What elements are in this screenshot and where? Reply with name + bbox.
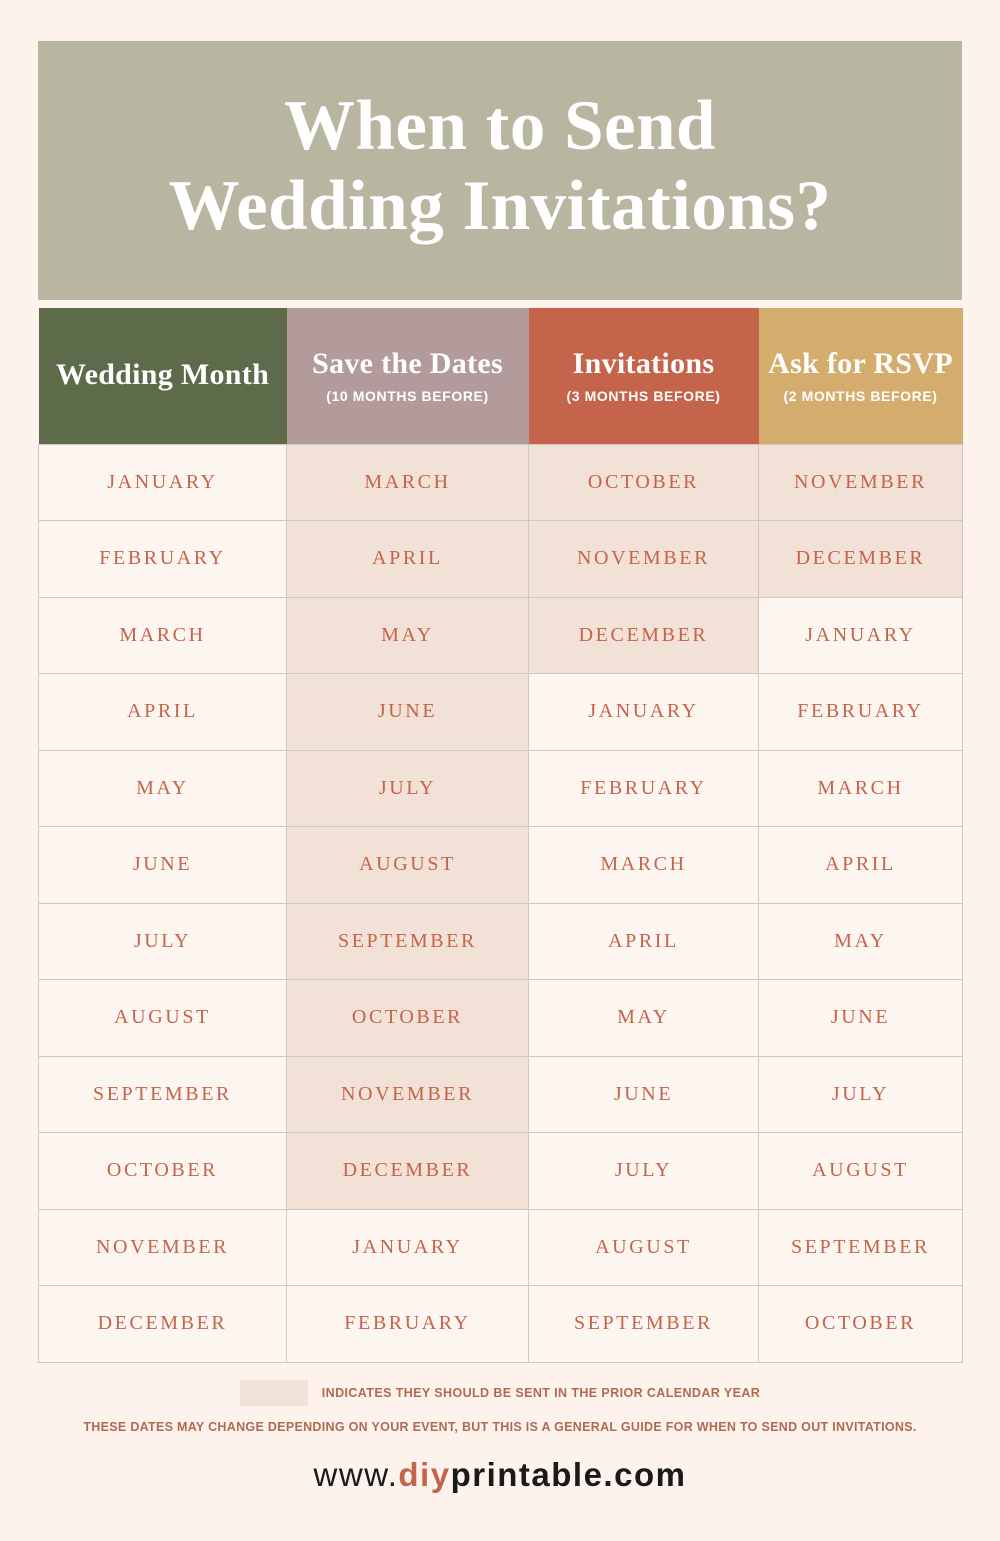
- column-header-invitations-sub: (3 MONTHS BEFORE): [566, 388, 721, 405]
- cell-ask-for-rsvp: AUGUST: [759, 1133, 963, 1210]
- legend: [38, 1380, 962, 1406]
- cell-save-the-dates: SEPTEMBER: [287, 903, 529, 980]
- infographic-page: [0, 41, 1000, 1541]
- cell-wedding-month: MAY: [39, 750, 287, 827]
- footer-note: THESE DATES MAY CHANGE DEPENDING ON YOUR EVENT, BUT THIS IS A GENERAL GUIDE FOR WHEN TO SEND OUT INVITATIONS.: [83, 1419, 917, 1434]
- column-header-save-the-dates-sub: (10 MONTHS BEFORE): [326, 388, 489, 405]
- cell-save-the-dates: NOVEMBER: [287, 1056, 529, 1133]
- table-row: [39, 1133, 963, 1210]
- cell-wedding-month: AUGUST: [39, 980, 287, 1057]
- cell-invitations: MAY: [529, 980, 759, 1057]
- cell-save-the-dates: JULY: [287, 750, 529, 827]
- cell-wedding-month: JULY: [39, 903, 287, 980]
- cell-invitations: DECEMBER: [529, 597, 759, 674]
- cell-wedding-month: OCTOBER: [39, 1133, 287, 1210]
- cell-save-the-dates: JANUARY: [287, 1209, 529, 1286]
- table-header-row: [39, 308, 963, 444]
- cell-wedding-month: JUNE: [39, 827, 287, 904]
- cell-ask-for-rsvp: NOVEMBER: [759, 444, 963, 521]
- title-banner: [38, 41, 962, 300]
- table-row: [39, 521, 963, 598]
- website-url-prefix: www.: [313, 1455, 399, 1493]
- cell-ask-for-rsvp: SEPTEMBER: [759, 1209, 963, 1286]
- cell-save-the-dates: FEBRUARY: [287, 1286, 529, 1363]
- website-url-accent: diy: [398, 1455, 451, 1493]
- column-header-wedding-month-title: Wedding Month: [55, 358, 270, 392]
- cell-save-the-dates: JUNE: [287, 674, 529, 751]
- table-row: [39, 1056, 963, 1133]
- cell-ask-for-rsvp: JUNE: [759, 980, 963, 1057]
- column-header-ask-for-rsvp: [759, 308, 963, 444]
- website-url: [38, 1456, 962, 1494]
- cell-wedding-month: DECEMBER: [39, 1286, 287, 1363]
- cell-save-the-dates: MAY: [287, 597, 529, 674]
- cell-save-the-dates: MARCH: [287, 444, 529, 521]
- cell-invitations: AUGUST: [529, 1209, 759, 1286]
- cell-ask-for-rsvp: JANUARY: [759, 597, 963, 674]
- legend-swatch: [240, 1380, 308, 1406]
- table-row: [39, 1209, 963, 1286]
- cell-wedding-month: SEPTEMBER: [39, 1056, 287, 1133]
- cell-wedding-month: NOVEMBER: [39, 1209, 287, 1286]
- table-row: [39, 444, 963, 521]
- page-title-line-1: When to Send: [283, 86, 717, 165]
- cell-invitations: SEPTEMBER: [529, 1286, 759, 1363]
- cell-invitations: JULY: [529, 1133, 759, 1210]
- cell-ask-for-rsvp: DECEMBER: [759, 521, 963, 598]
- cell-invitations: APRIL: [529, 903, 759, 980]
- table-row: [39, 750, 963, 827]
- cell-invitations: JUNE: [529, 1056, 759, 1133]
- cell-wedding-month: FEBRUARY: [39, 521, 287, 598]
- cell-save-the-dates: AUGUST: [287, 827, 529, 904]
- column-header-wedding-month: [39, 308, 287, 444]
- cell-ask-for-rsvp: FEBRUARY: [759, 674, 963, 751]
- cell-ask-for-rsvp: OCTOBER: [759, 1286, 963, 1363]
- table-row: [39, 674, 963, 751]
- website-url-suffix: printable.com: [450, 1455, 687, 1493]
- table-row: [39, 1286, 963, 1363]
- cell-save-the-dates: DECEMBER: [287, 1133, 529, 1210]
- cell-wedding-month: MARCH: [39, 597, 287, 674]
- column-header-ask-for-rsvp-sub: (2 MONTHS BEFORE): [783, 388, 938, 405]
- column-header-save-the-dates: [287, 308, 529, 444]
- table-row: [39, 597, 963, 674]
- table-body: [39, 444, 963, 1362]
- invitation-timeline-table: [38, 308, 963, 1363]
- page-title-line-2: Wedding Invitations?: [168, 166, 832, 245]
- cell-wedding-month: JANUARY: [39, 444, 287, 521]
- table-row: [39, 903, 963, 980]
- legend-label: INDICATES THEY SHOULD BE SENT IN THE PRIOR CALENDAR YEAR: [321, 1385, 761, 1400]
- cell-save-the-dates: APRIL: [287, 521, 529, 598]
- column-header-ask-for-rsvp-title: Ask for RSVP: [768, 347, 953, 381]
- table-header: [39, 308, 963, 444]
- cell-invitations: FEBRUARY: [529, 750, 759, 827]
- column-header-invitations-title: Invitations: [572, 347, 715, 381]
- table-row: [39, 827, 963, 904]
- column-header-save-the-dates-title: Save the Dates: [312, 347, 503, 381]
- cell-wedding-month: APRIL: [39, 674, 287, 751]
- cell-ask-for-rsvp: MARCH: [759, 750, 963, 827]
- cell-save-the-dates: OCTOBER: [287, 980, 529, 1057]
- table-row: [39, 980, 963, 1057]
- cell-invitations: OCTOBER: [529, 444, 759, 521]
- cell-invitations: NOVEMBER: [529, 521, 759, 598]
- cell-invitations: MARCH: [529, 827, 759, 904]
- cell-invitations: JANUARY: [529, 674, 759, 751]
- cell-ask-for-rsvp: JULY: [759, 1056, 963, 1133]
- cell-ask-for-rsvp: MAY: [759, 903, 963, 980]
- cell-ask-for-rsvp: APRIL: [759, 827, 963, 904]
- column-header-invitations: [529, 308, 759, 444]
